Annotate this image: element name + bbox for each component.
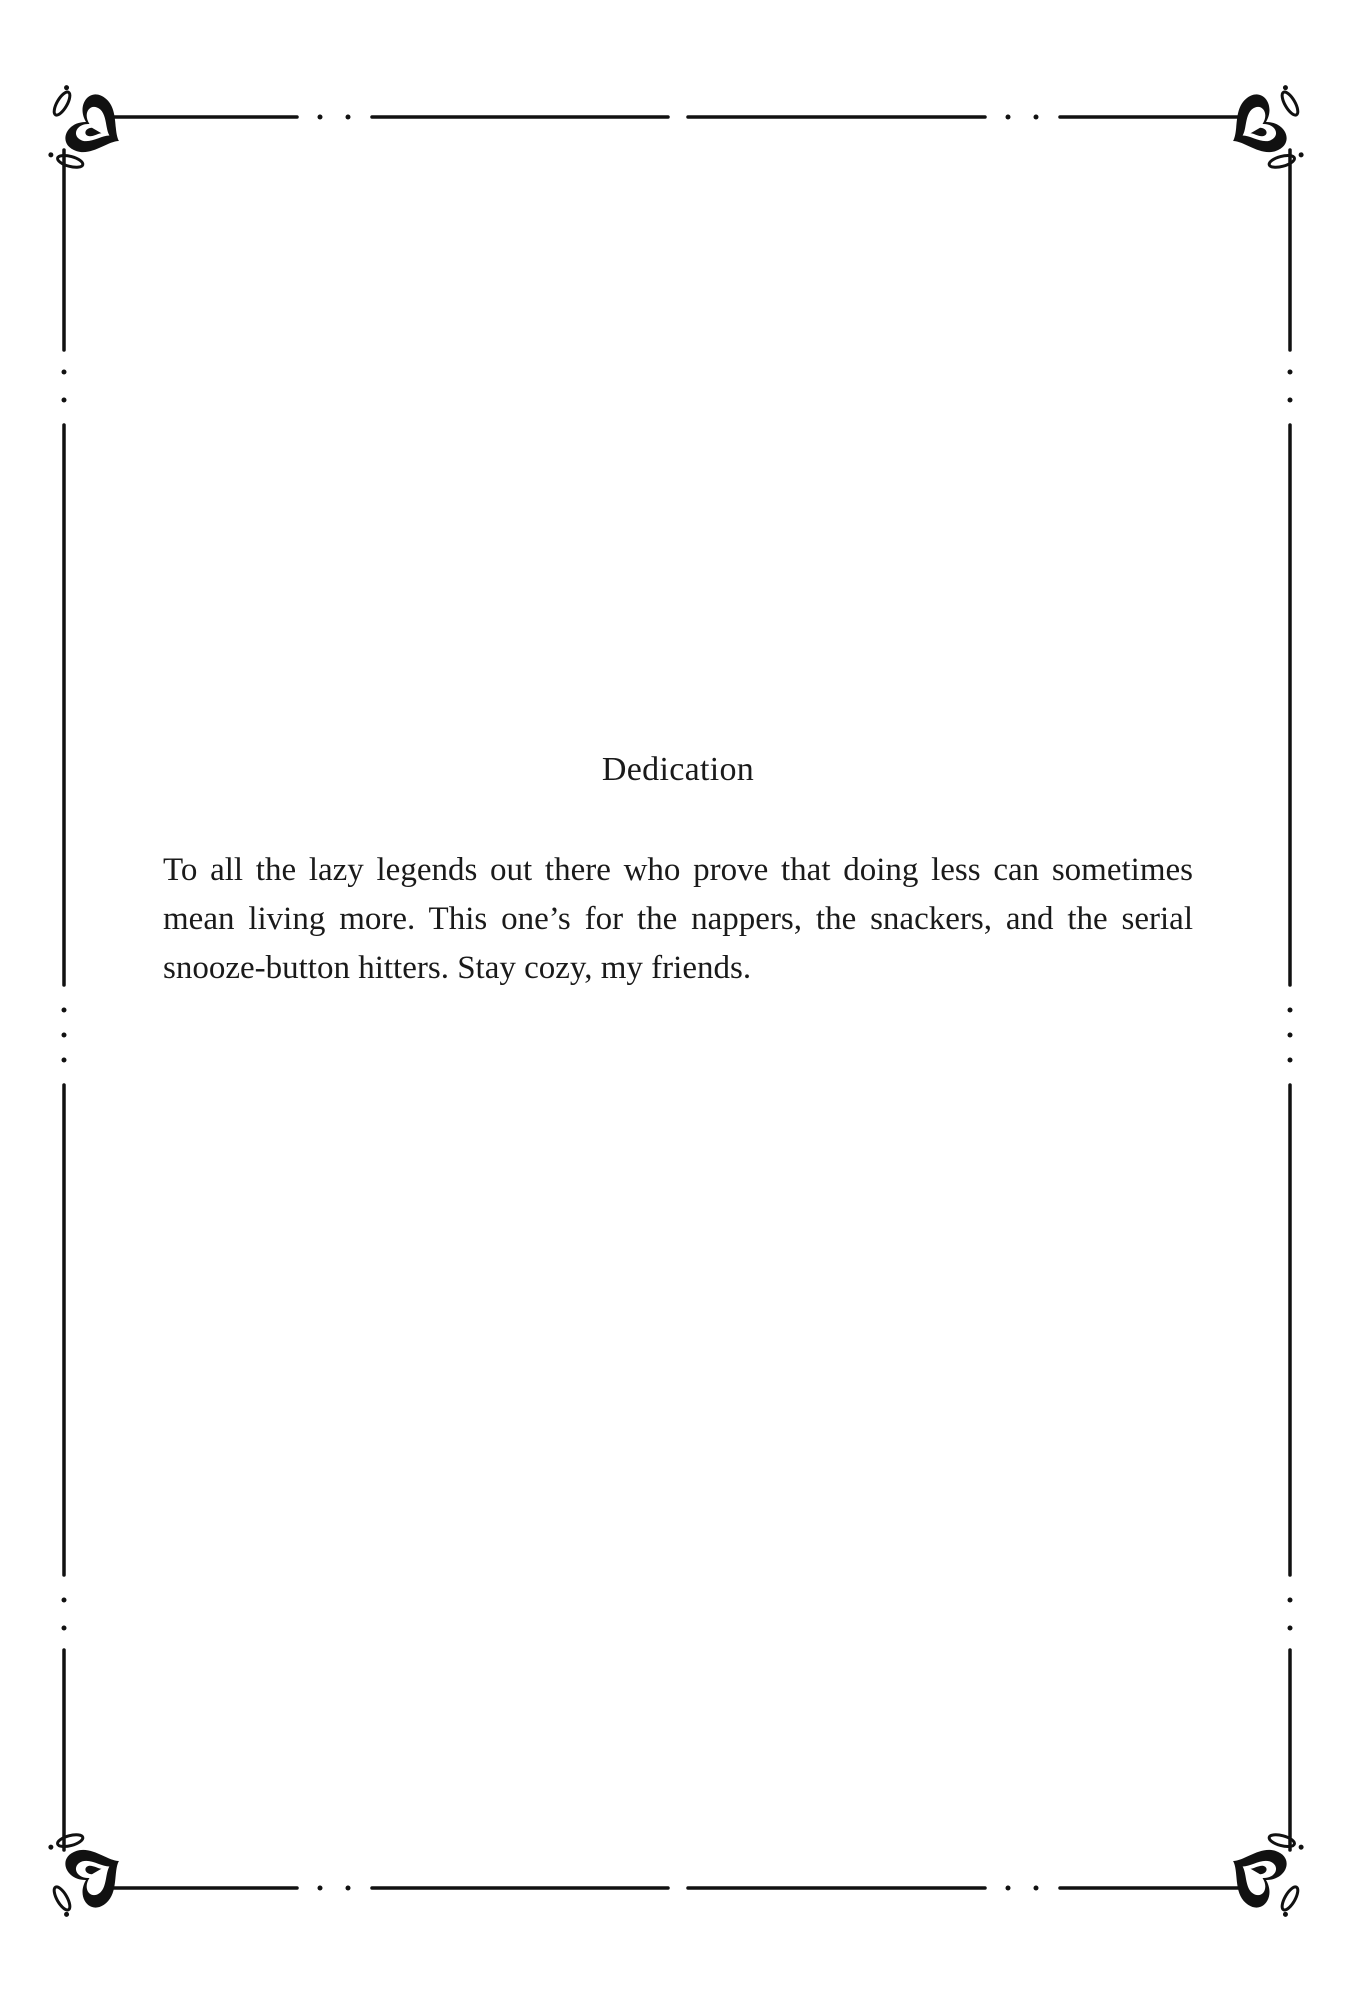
heart-flourish-icon xyxy=(29,1818,134,1925)
heart-flourish-icon xyxy=(29,77,134,184)
heart-flourish-icon xyxy=(1218,77,1323,184)
dedication-paragraph: To all the lazy legends out there who prove that doing less can sometimes mean living more. This one’s for the nappers, the snackers, and the serial snooze-button hitters. Stay cozy, my friends. xyxy=(163,852,1193,986)
dedication-section xyxy=(163,750,1193,993)
heart-flourish-icon xyxy=(1218,1818,1323,1925)
page-title: Dedication xyxy=(601,751,755,788)
